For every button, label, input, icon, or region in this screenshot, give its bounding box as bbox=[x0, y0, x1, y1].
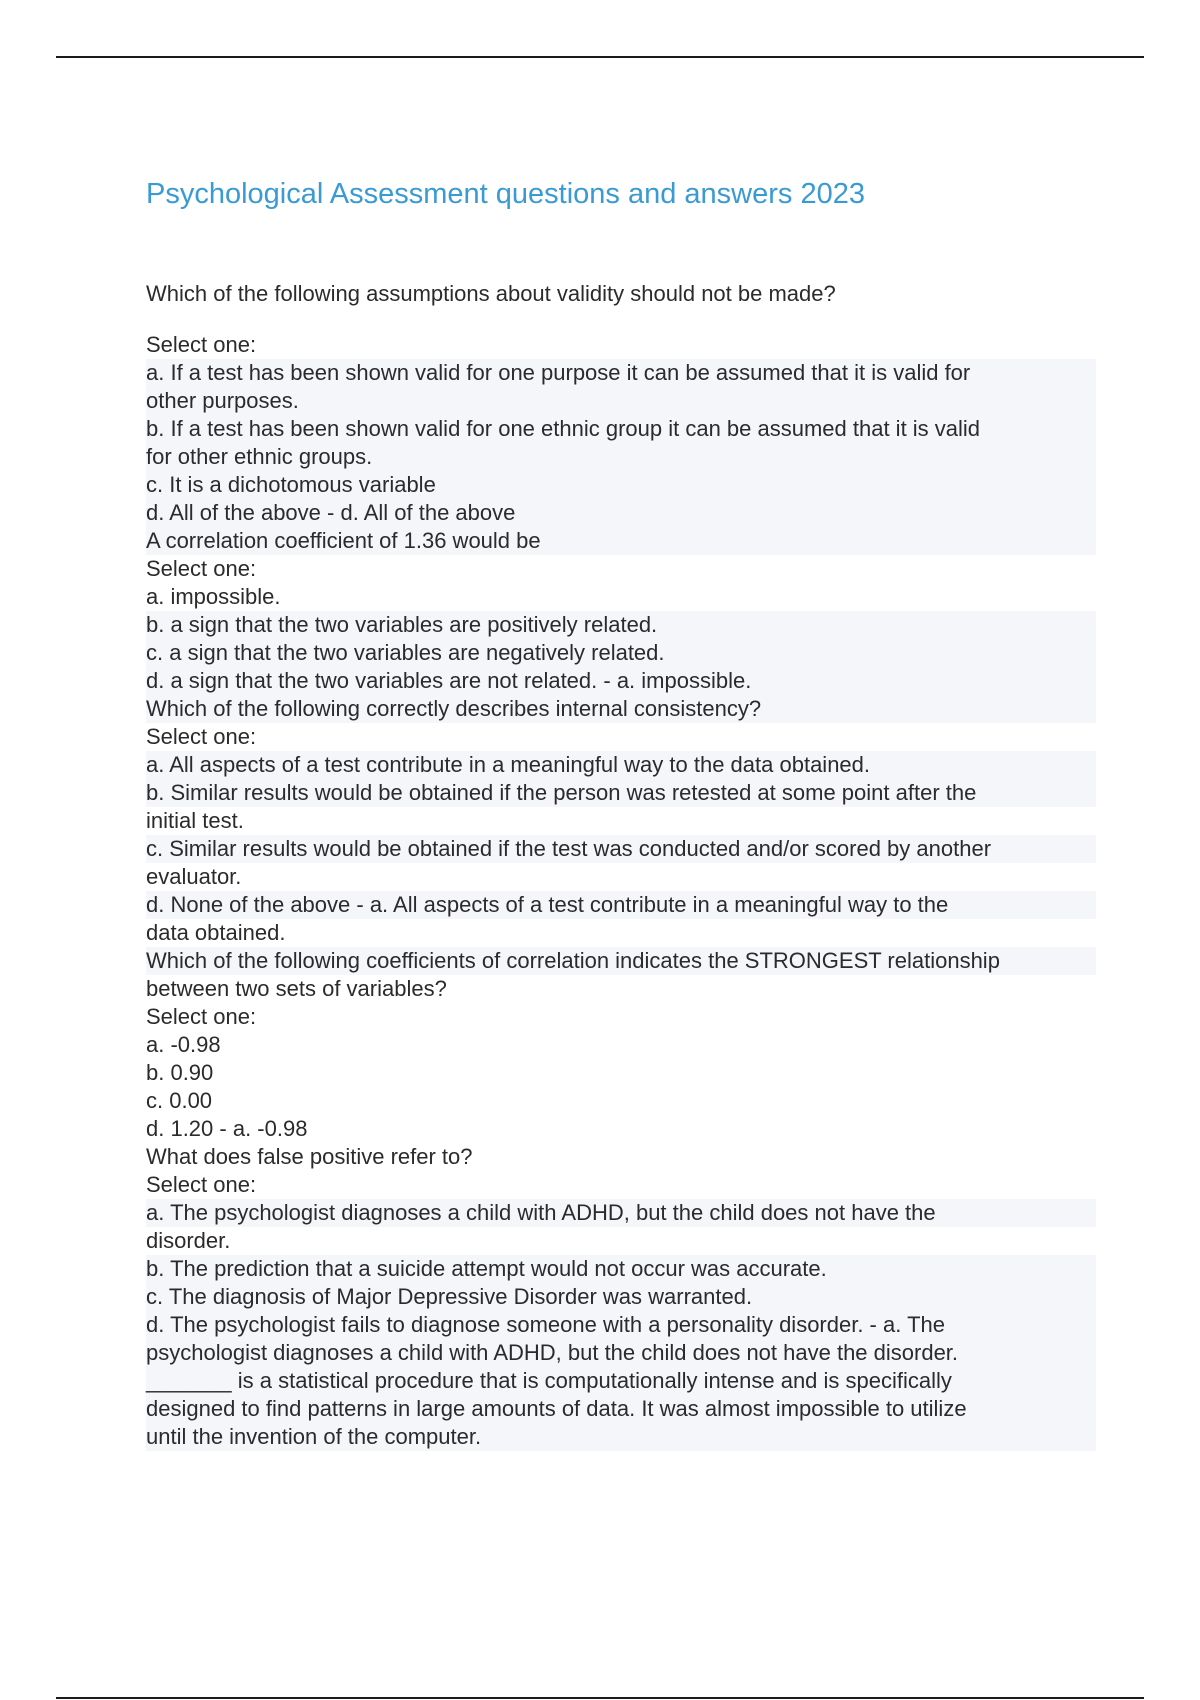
question-5-option-d-answer: d. The psychologist fails to diagnose someone with a personality disorder. - a. The bbox=[146, 1311, 1096, 1339]
question-2-text: A correlation coefficient of 1.36 would be bbox=[146, 527, 1096, 555]
document-title: Psychological Assessment questions and answers 2023 bbox=[146, 178, 865, 210]
question-4-option-a: a. -0.98 bbox=[146, 1032, 221, 1057]
question-3-option-d-answer: d. None of the above - a. All aspects of a test contribute in a meaningful way to the bbox=[146, 891, 1096, 919]
question-3-option-b-cont: initial test. bbox=[146, 808, 244, 833]
question-4-text: Which of the following coefficients of correlation indicates the STRONGEST relationship bbox=[146, 947, 1096, 975]
question-2-option-a: a. impossible. bbox=[146, 584, 281, 609]
question-1-option-a: a. If a test has been shown valid for one purpose it can be assumed that it is valid for bbox=[146, 359, 1096, 387]
question-5-option-a: a. The psychologist diagnoses a child with ADHD, but the child does not have the bbox=[146, 1199, 1096, 1227]
paragraph-gap bbox=[146, 308, 1096, 331]
question-5-text: What does false positive refer to? bbox=[146, 1144, 473, 1169]
top-rule bbox=[56, 56, 1144, 58]
question-1-option-b: b. If a test has been shown valid for one ethnic group it can be assumed that it is valid bbox=[146, 415, 1096, 443]
select-one-label: Select one: bbox=[146, 332, 257, 357]
question-5-option-c: c. The diagnosis of Major Depressive Disorder was warranted. bbox=[146, 1283, 1096, 1311]
select-one-label: Select one: bbox=[146, 724, 257, 749]
question-4-text-cont: between two sets of variables? bbox=[146, 976, 447, 1001]
question-1-option-d-answer: d. All of the above - d. All of the above bbox=[146, 499, 1096, 527]
question-4-option-b: b. 0.90 bbox=[146, 1060, 214, 1085]
question-3-answer-cont: data obtained. bbox=[146, 920, 286, 945]
select-one-label: Select one: bbox=[146, 556, 257, 581]
question-4-option-c: c. 0.00 bbox=[146, 1088, 213, 1113]
question-3-text: Which of the following correctly describes internal consistency? bbox=[146, 695, 1096, 723]
question-4-option-d-answer: d. 1.20 - a. -0.98 bbox=[146, 1116, 308, 1141]
question-1-option-b-cont: for other ethnic groups. bbox=[146, 443, 1096, 471]
question-5-option-b: b. The prediction that a suicide attempt would not occur was accurate. bbox=[146, 1255, 1096, 1283]
bottom-rule bbox=[56, 1697, 1144, 1699]
question-5-option-a-cont: disorder. bbox=[146, 1228, 231, 1253]
question-2-option-b: b. a sign that the two variables are positively related. bbox=[146, 611, 1096, 639]
question-6-text-cont-2: until the invention of the computer. bbox=[146, 1423, 1096, 1451]
question-2-option-d-answer: d. a sign that the two variables are not related. - a. impossible. bbox=[146, 667, 1096, 695]
question-3-option-c-cont: evaluator. bbox=[146, 864, 242, 889]
select-one-label: Select one: bbox=[146, 1172, 257, 1197]
document-body bbox=[146, 280, 1096, 1451]
question-5-answer-cont: psychologist diagnoses a child with ADHD, but the child does not have the disorder. bbox=[146, 1339, 1096, 1367]
question-1-text: Which of the following assumptions about validity should not be made? bbox=[146, 281, 836, 306]
question-6-text: _______ is a statistical procedure that is computationally intense and is specifically bbox=[146, 1367, 1096, 1395]
question-3-option-c: c. Similar results would be obtained if the test was conducted and/or scored by another bbox=[146, 835, 1096, 863]
question-1-option-c: c. It is a dichotomous variable bbox=[146, 471, 1096, 499]
select-one-label: Select one: bbox=[146, 1004, 257, 1029]
question-3-option-b: b. Similar results would be obtained if the person was retested at some point after the bbox=[146, 779, 1096, 807]
question-3-option-a: a. All aspects of a test contribute in a meaningful way to the data obtained. bbox=[146, 751, 1096, 779]
question-1-option-a-cont: other purposes. bbox=[146, 387, 1096, 415]
question-6-text-cont: designed to find patterns in large amounts of data. It was almost impossible to utilize bbox=[146, 1395, 1096, 1423]
question-2-option-c: c. a sign that the two variables are negatively related. bbox=[146, 639, 1096, 667]
